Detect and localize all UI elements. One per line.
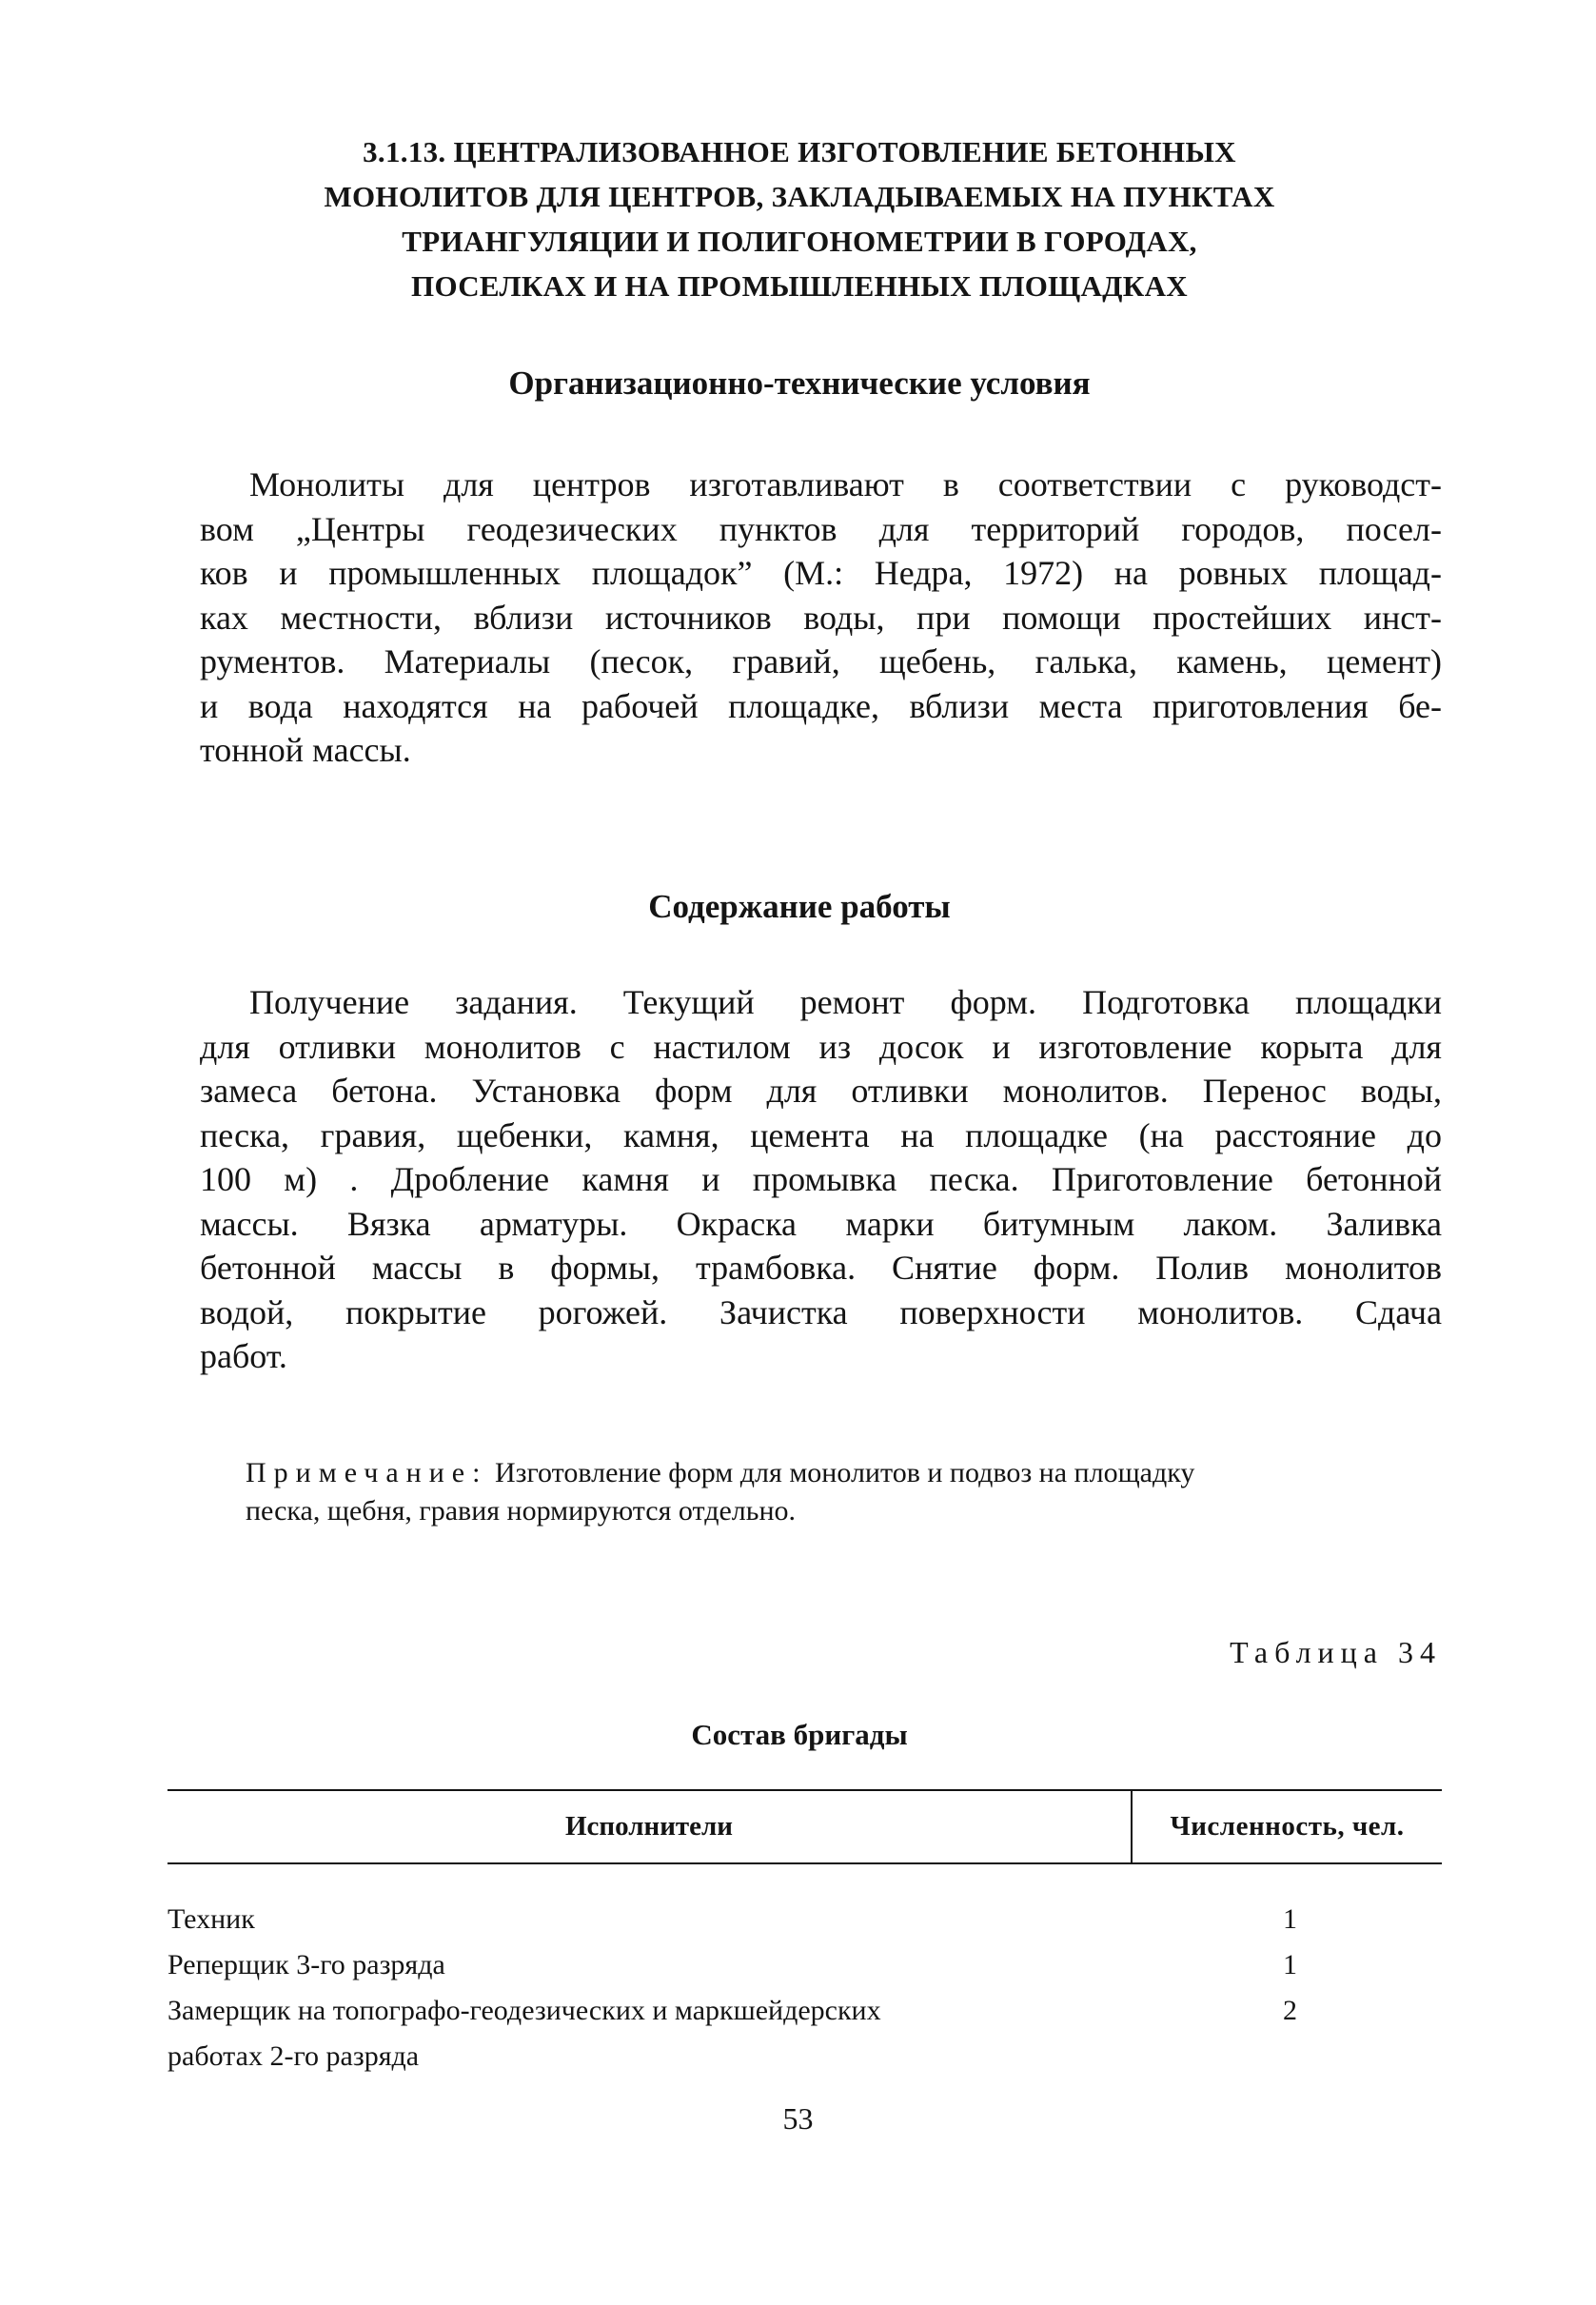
crew-table [167, 1789, 1442, 2079]
performer-count: 1 [1283, 1949, 1297, 1980]
paragraph-line: песка, гравия, щебенки, камня, цемента на площадке (на расстояние до [200, 1115, 1442, 1154]
table-body [167, 1864, 1442, 2079]
page-number: 53 [782, 2101, 814, 2136]
title-line: МОНОЛИТОВ ДЛЯ ЦЕНТРОВ, ЗАКЛАДЫВАЕМЫХ НА ПУНКТАХ [324, 180, 1275, 213]
performer-name: Техник [167, 1903, 255, 1935]
paragraph-line: ках местности, вблизи источников воды, при помощи простейших инст- [200, 598, 1442, 637]
paragraph-line: для отливки монолитов с настилом из досок и изготовление корыта для [200, 1027, 1442, 1066]
table-header [167, 1791, 1442, 1864]
paragraph-line: рументов. Материалы (песок, гравий, щебень, галька, камень, цемент) [200, 642, 1442, 680]
performer-count: 1 [1283, 1903, 1297, 1935]
note [246, 1454, 1442, 1530]
section-title [238, 129, 1361, 308]
paragraph-line: Монолиты для центров изготавливают в соответствии с руководст- [249, 465, 1442, 503]
paragraph-line: тонной массы. [200, 731, 411, 769]
note-line: песка, щебня, гравия нормируются отдельно. [246, 1495, 796, 1527]
performer-name: Замерщик на топографо-геодезических и маркшейдерских [167, 1995, 881, 2026]
paragraph-line: работ. [200, 1337, 287, 1375]
performer-name: Реперщик 3-го разряда [167, 1949, 445, 1980]
performer-name: работах 2-го разряда [167, 2040, 420, 2072]
paragraph-line: массы. Вязка арматуры. Окраска марки битумным лаком. Заливка [200, 1204, 1442, 1243]
table-row [167, 1988, 1442, 2034]
table-row [167, 1897, 1442, 1942]
note-label: Примечание: [246, 1457, 488, 1488]
heading-work-content: Содержание работы [648, 888, 951, 925]
paragraph-line: Получение задания. Текущий ремонт форм. Подготовка площадки [249, 983, 1442, 1021]
paragraph-line: замеса бетона. Установка форм для отливки монолитов. Перенос воды, [200, 1072, 1442, 1110]
paragraph-conditions [200, 463, 1442, 773]
table-caption: Состав бригады [691, 1718, 908, 1751]
paragraph-line: 100 м) . Дробление камня и промывка песка. Приготовление бетонной [200, 1160, 1442, 1198]
title-line: ТРИАНГУЛЯЦИИ И ПОЛИГОНОМЕТРИИ В ГОРОДАХ, [402, 225, 1197, 258]
paragraph-line: ков и промышленных площадок” (М.: Недра, 1972) на ровных площад- [200, 554, 1442, 592]
performer-count: 2 [1283, 1995, 1297, 2026]
title-line: ПОСЕЛКАХ И НА ПРОМЫШЛЕННЫХ ПЛОЩАДКАХ [411, 269, 1188, 303]
heading-conditions: Организационно-технические условия [508, 364, 1091, 402]
table-row [167, 2034, 1442, 2079]
table-number: Таблица 34 [1230, 1635, 1442, 1669]
title-line: 3.1.13. ЦЕНТРАЛИЗОВАННОЕ ИЗГОТОВЛЕНИЕ БЕТОННЫХ [363, 135, 1236, 168]
note-text: Изготовление форм для монолитов и подвоз на площадку [494, 1457, 1195, 1488]
paragraph-line: водой, покрытие рогожей. Зачистка поверхности монолитов. Сдача [200, 1292, 1442, 1331]
paragraph-line: вом „Центры геодезических пунктов для территорий городов, посел- [200, 509, 1442, 548]
paragraph-line: и вода находятся на рабочей площадке, вблизи места приготовления бе- [200, 686, 1442, 725]
header-count: Численность, чел. [1170, 1811, 1405, 1842]
paragraph-work-content [200, 980, 1442, 1379]
performer-count [1131, 2034, 1442, 2079]
note-line [246, 1454, 1442, 1492]
table-row [167, 1942, 1442, 1988]
paragraph-line: бетонной массы в формы, трамбовка. Снятие форм. Полив монолитов [200, 1249, 1442, 1287]
header-performers: Исполнители [167, 1791, 1133, 1862]
